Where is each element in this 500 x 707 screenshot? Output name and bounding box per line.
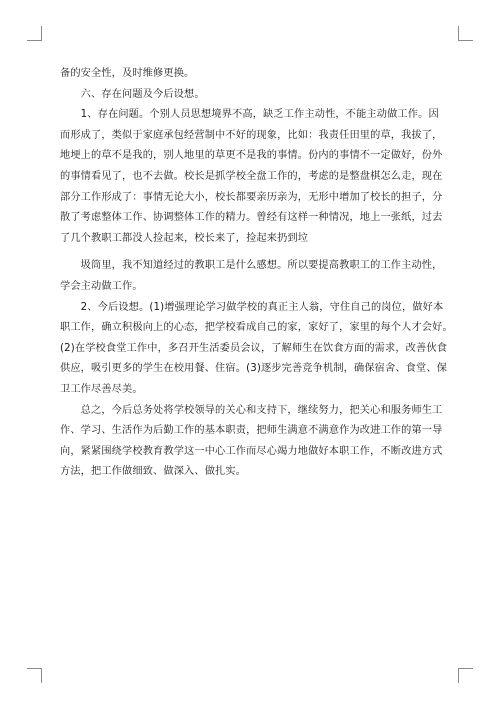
text-line: 而形成了，类似于家庭承包经营制中不好的现象，比如：我责任田里的草，我拔了， bbox=[60, 129, 443, 141]
text-line: 的事情看见了，也不去做。校长是抓学校全盘工作的，考虑的是整盘棋怎么走，现在 bbox=[60, 170, 443, 182]
text-line: 作、学习、生活作为后勤工作的基本职责，把师生满意不满意作为改进工作的第一导 bbox=[60, 425, 443, 437]
text-line: 向，紧紧围绕学校教育教学这一中心工作而尽心竭力地做好本职工作，不断改进方式 bbox=[60, 445, 443, 457]
section-heading: 六、存在问题及今后设想。 bbox=[60, 88, 205, 100]
text-line: 散了考虑整体工作、协调整体工作的精力。曾经有这样一种情况，地上一张纸，过去 bbox=[60, 212, 443, 224]
text-line: 学会主动做工作。 bbox=[60, 280, 143, 292]
text-line: 总之，今后总务处将学校领导的关心和支持下，继续努力，把关心和服务师生工 bbox=[60, 404, 443, 416]
crop-mark-top-right bbox=[458, 26, 473, 41]
text-line: 2、今后设想。(1)增强理论学习做学校的真正主人翁，守住自己的岗位，做好本 bbox=[60, 301, 444, 313]
text-line: 圾筒里，我不知道经过的教职工是什么感想。所以要提高教职工的工作主动性， bbox=[60, 260, 443, 272]
text-line: 供应，吸引更多的学生在校用餐、住宿。(3)逐步完善竞争机制，确保宿舍、食堂、保 bbox=[60, 363, 448, 375]
text-line: (2)在学校食堂工作中，多召开生活委员会议，了解师生在饮食方面的需求，改善伙食 bbox=[60, 342, 448, 354]
text-line: 备的安全性，及时维修更换。 bbox=[60, 68, 195, 79]
text-line: 了几个教职工都没人捡起来，校长来了，捡起来扔到垃 bbox=[60, 232, 309, 244]
text-line: 职工作，确立积极向上的心态，把学校看成自己的家，家好了，家里的每个人才会好。 bbox=[60, 322, 453, 334]
crop-mark-bottom-right bbox=[458, 668, 473, 683]
text-line: 部分工作形成了：事情无论大小，校长都要亲历亲为，无形中增加了校长的担子，分 bbox=[60, 191, 443, 203]
text-line: 卫工作尽善尽美。 bbox=[60, 383, 143, 395]
text-line: 1、存在问题。个别人员思想境界不高，缺乏工作主动性，不能主动做工作。因 bbox=[60, 109, 439, 121]
text-line: 地埂上的草不是我的，别人地里的草更不是我的事情。份内的事情不一定做好，份外 bbox=[60, 150, 443, 162]
crop-mark-top-left bbox=[27, 26, 42, 41]
document-body bbox=[60, 64, 453, 483]
text-line: 方法，把工作做细致、做深入、做扎实。 bbox=[60, 466, 247, 478]
crop-mark-bottom-left bbox=[27, 668, 42, 683]
